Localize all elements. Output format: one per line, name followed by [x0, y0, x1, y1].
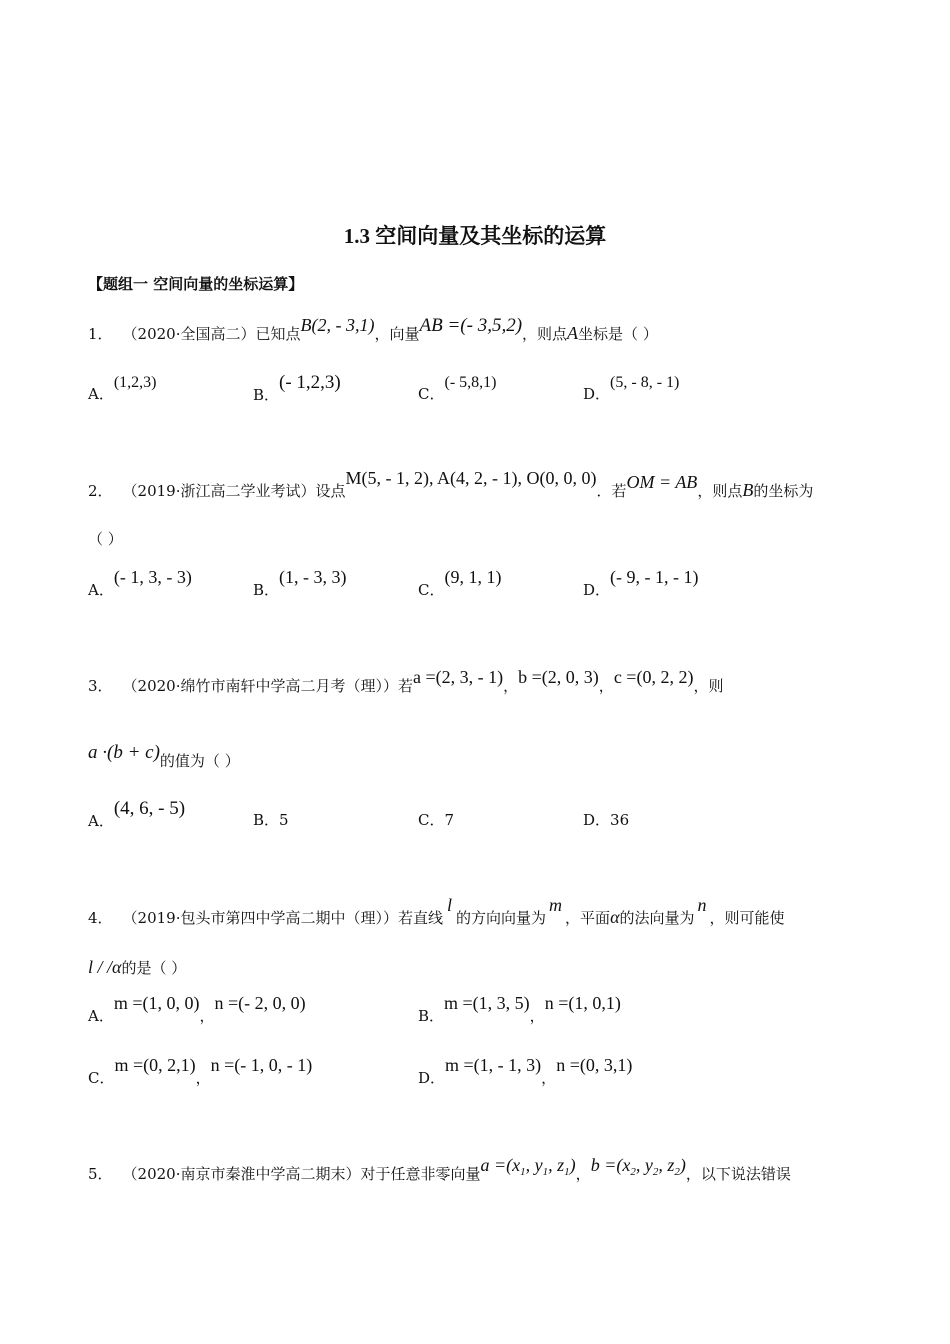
math-expr: AB =(- 3,5,2): [419, 315, 523, 336]
question-4-line2: l / /α的是（ ）: [88, 957, 187, 977]
question-number: 1．: [88, 325, 113, 343]
option-a[interactable]: A．(1,2,3): [88, 374, 157, 403]
question-4: 4． （2019·包头市第四中学高二期中（理））若直线l的方向向量为m，平面α的法向量为n，则可能使: [88, 895, 785, 927]
option-b[interactable]: B．(- 1,2,3): [253, 372, 341, 404]
section-header: 【题组一 空间向量的坐标运算】: [88, 275, 304, 293]
question-3-line2: a ·(b + c)的值为（ ）: [88, 742, 240, 770]
math-expr: $b =(x_2$, $y_2$, $z_2$): [590, 1155, 686, 1178]
option-c[interactable]: C．(9, 1, 1): [418, 567, 502, 599]
page-title: 1.3 空间向量及其坐标的运算: [343, 224, 607, 248]
math-expr: c =(0, 2, 2): [613, 667, 694, 687]
question-1: 1． （2020·全国高二）已知点B(2, - 3,1)，向量AB =(- 3,5,2)，则点A坐标是（ ）: [88, 315, 658, 343]
option-b[interactable]: B．(1, - 3, 3): [253, 567, 347, 599]
option-a[interactable]: A．(4, 6, - 5): [88, 798, 186, 830]
math-expr: b =(2, 0, 3): [518, 667, 599, 687]
option-c[interactable]: C．7: [418, 811, 455, 829]
question-3: 3． （2020·绵竹市南轩中学高二月考（理））若a =(2, 3, - 1)，b =(2, 0, 3)，c =(0, 2, 2)，则: [88, 667, 724, 695]
math-expr: a ·(b + c): [88, 742, 160, 763]
option-d[interactable]: D．(5, - 8, - 1): [583, 374, 680, 403]
option-b[interactable]: B．5: [253, 811, 289, 829]
question-2-bracket: （ ）: [88, 530, 123, 548]
option-d[interactable]: D．m =(1, - 1, 3)，n =(0, 3,1): [418, 1055, 633, 1087]
math-expr: $a =(x_1$, $y_1$, $z_1$): [480, 1155, 576, 1178]
math-expr: A: [567, 323, 579, 343]
option-d[interactable]: D．36: [583, 811, 630, 829]
option-d[interactable]: D．(- 9, - 1, - 1): [583, 567, 699, 599]
question-2: 2． （2019·浙江高二学业考试）设点M(5, - 1, 2), A(4, 2, - 1), O(0, 0, 0)．若OM = AB，则点B的坐标为: [88, 468, 814, 500]
math-expr: M(5, - 1, 2), A(4, 2, - 1), O(0, 0, 0): [345, 468, 597, 488]
math-expr: B(2, - 3,1): [300, 315, 375, 335]
option-b[interactable]: B．m =(1, 3, 5)，n =(1, 0,1): [418, 993, 621, 1025]
option-c[interactable]: C．m =(0, 2,1)，n =(- 1, 0, - 1): [88, 1055, 313, 1087]
math-expr: OM = AB: [626, 472, 698, 492]
question-source: （2020·全国高二）: [122, 325, 256, 343]
option-a[interactable]: A．m =(1, 0, 0)，n =(- 2, 0, 0): [88, 993, 306, 1025]
question-5: 5． （2020·南京市秦淮中学高二期末）对于任意非零向量$a =(x_1$, $y_1$, $z_1$)，$b =(x_2$, $y_2$, $z_2$)，以下说法错误: [88, 1155, 791, 1183]
option-a[interactable]: A．(- 1, 3, - 3): [88, 567, 192, 599]
option-c[interactable]: C．(- 5,8,1): [418, 374, 497, 403]
math-expr: a =(2, 3, - 1): [413, 667, 504, 687]
